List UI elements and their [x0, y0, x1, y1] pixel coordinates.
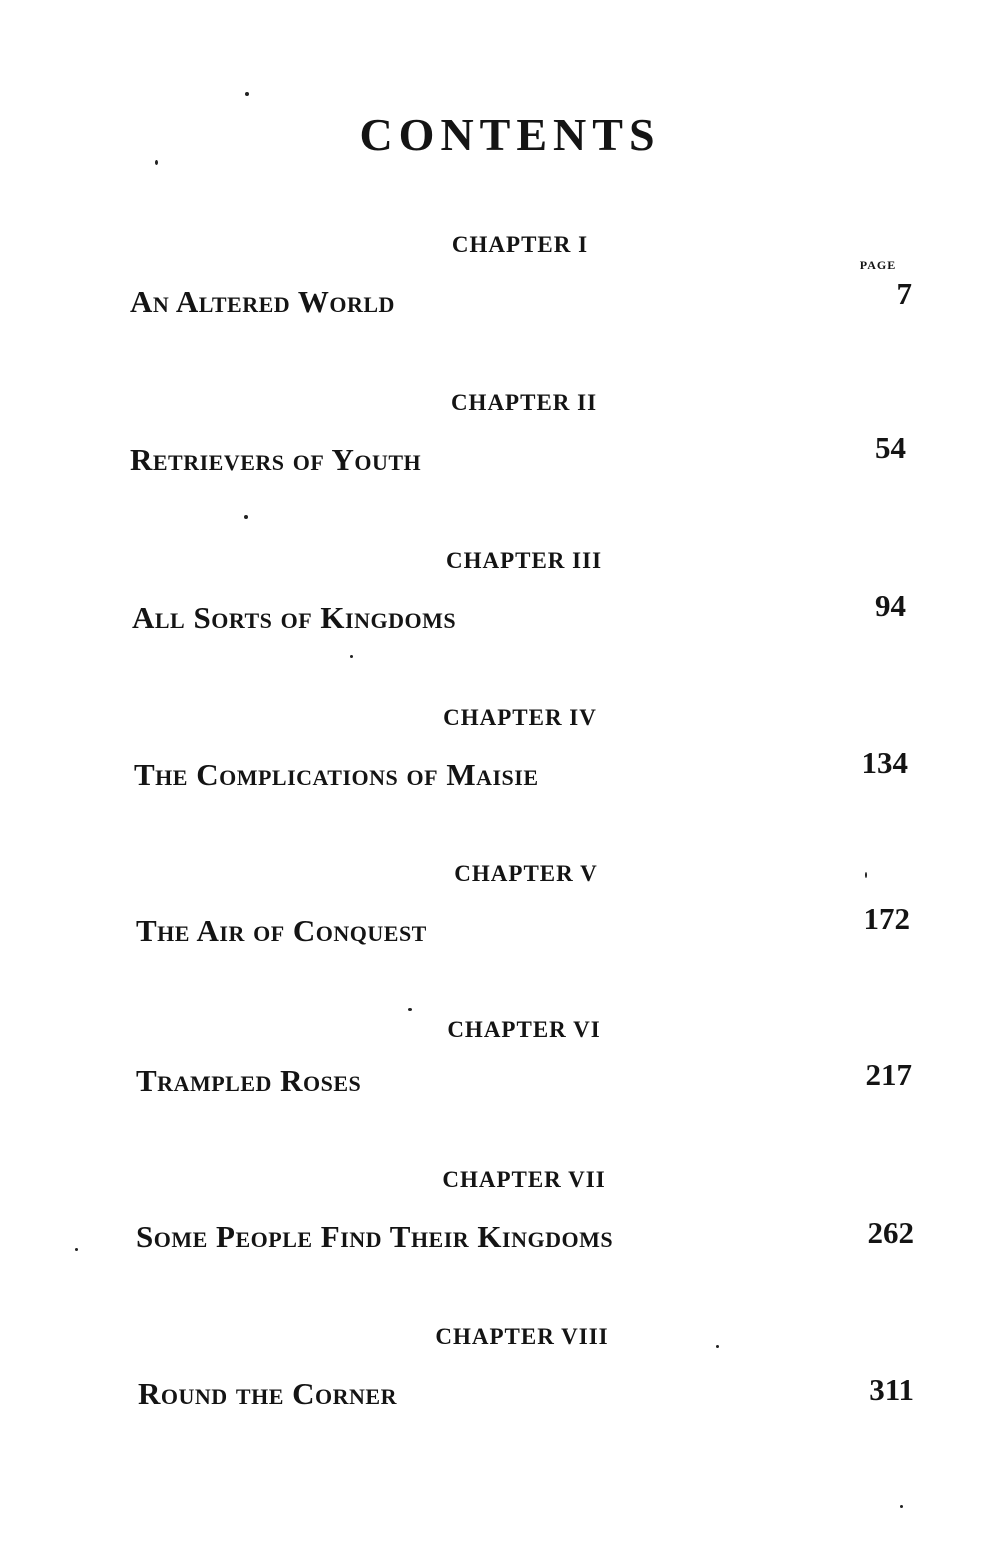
- toc-entry-2: [0, 390, 1000, 520]
- chapter-title: The Air of Conquest: [136, 913, 427, 948]
- chapter-page: 172: [863, 901, 910, 936]
- chapter-page: 262: [867, 1215, 914, 1250]
- chapter-title: The Complications of Maisie: [134, 757, 539, 792]
- chapter-label: CHAPTER VIII: [435, 1324, 609, 1349]
- chapter-label: CHAPTER I: [451, 232, 589, 257]
- chapter-page: 7: [896, 276, 912, 311]
- chapter-page: 54: [875, 430, 906, 465]
- scan-speck: [75, 1248, 78, 1251]
- chapter-label: CHAPTER VII: [442, 1167, 606, 1192]
- toc-entry-8: [0, 1324, 1000, 1454]
- scan-speck: [244, 515, 248, 519]
- toc-entry-5: [0, 861, 1000, 991]
- chapter-page: 94: [875, 588, 906, 623]
- chapter-page: 134: [861, 745, 908, 780]
- toc-entry-6: [0, 1017, 1000, 1147]
- chapter-title: Some People Find Their Kingdoms: [136, 1219, 614, 1254]
- toc-entry-3: [0, 548, 1000, 678]
- chapter-title: Round the Corner: [138, 1376, 397, 1411]
- chapter-label: CHAPTER IV: [443, 705, 597, 730]
- scan-speck: [716, 1345, 719, 1348]
- scan-speck: [155, 160, 158, 165]
- chapter-label: CHAPTER III: [445, 548, 603, 573]
- scan-speck: [350, 655, 353, 658]
- chapter-page: 311: [869, 1372, 914, 1407]
- scan-speck: [865, 872, 867, 878]
- chapter-label: CHAPTER II: [450, 390, 598, 415]
- chapter-label: CHAPTER VI: [447, 1017, 601, 1042]
- scan-speck: [408, 1008, 412, 1011]
- chapter-title: Retrievers of Youth: [130, 442, 422, 477]
- page-title: CONTENTS: [359, 109, 661, 160]
- scan-speck: [900, 1505, 903, 1508]
- chapter-title: Trampled Roses: [136, 1063, 362, 1098]
- scan-speck: [245, 92, 249, 96]
- toc-entry-1: [0, 232, 1000, 362]
- chapter-label: CHAPTER V: [454, 861, 598, 886]
- toc-entry-4: [0, 705, 1000, 835]
- chapter-title: An Altered World: [130, 284, 395, 319]
- page-column-label: PAGE: [859, 258, 897, 272]
- chapter-title: All Sorts of Kingdoms: [132, 600, 457, 635]
- toc-entry-7: [0, 1167, 1000, 1297]
- chapter-page: 217: [865, 1057, 912, 1092]
